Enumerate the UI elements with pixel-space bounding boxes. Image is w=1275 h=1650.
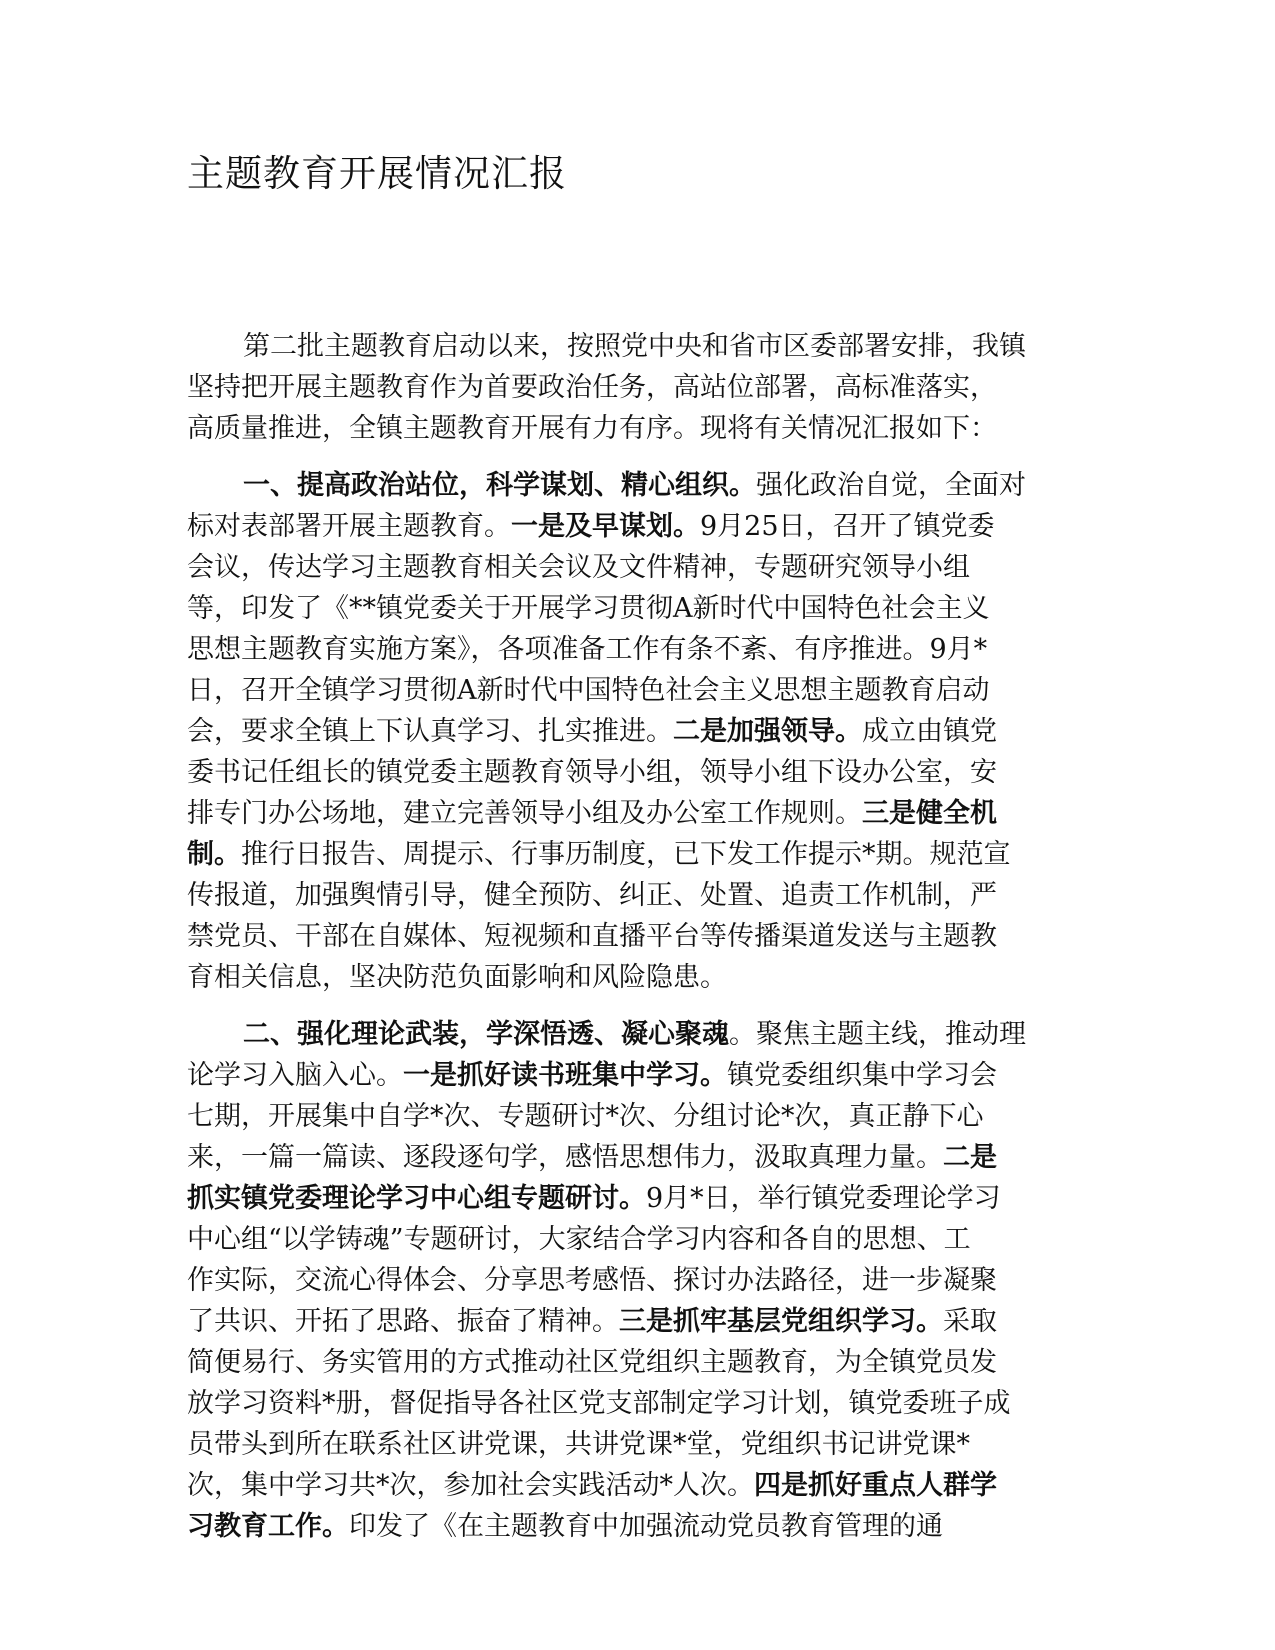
text-line xyxy=(187,1506,1077,1547)
text-run: 次，集中学习共*次，参加社会实践活动*人次。 xyxy=(187,1470,754,1501)
paragraph-gap xyxy=(187,449,1077,465)
text-line xyxy=(187,326,1077,367)
text-line xyxy=(187,408,1077,449)
text-line xyxy=(187,1424,1077,1465)
text-line xyxy=(187,367,1077,408)
text-run: 9月25日，召开了镇党委 xyxy=(700,511,995,542)
text-line xyxy=(187,793,1077,834)
text-run: 推行日报告、周提示、行事历制度，已下发工作提示*期。规范宣 xyxy=(241,839,1011,870)
paragraph-2 xyxy=(187,465,1077,998)
text-run: 成立由镇党 xyxy=(862,716,997,747)
text-line xyxy=(187,547,1077,588)
text-line xyxy=(187,1096,1077,1137)
text-run: 坚持把开展主题教育作为首要政治任务，高站位部署，高标准落实， xyxy=(187,372,997,403)
text-line xyxy=(187,629,1077,670)
text-run: 9月*日，举行镇党委理论学习 xyxy=(646,1183,1001,1214)
text-line xyxy=(187,1383,1077,1424)
text-line xyxy=(187,1055,1077,1096)
text-line xyxy=(187,957,1077,998)
text-line xyxy=(187,465,1077,506)
text-run: 。聚焦主题主线，推动理 xyxy=(729,1019,1026,1050)
text-run: 来，一篇一篇读、逐段逐句学，感悟思想伟力，汲取真理力量。 xyxy=(187,1142,943,1173)
bold-heading-run: 抓实镇党委理论学习中心组专题研讨。 xyxy=(187,1183,646,1214)
text-line xyxy=(187,588,1077,629)
text-line xyxy=(187,711,1077,752)
bold-heading-run: 一是及早谋划。 xyxy=(511,511,700,542)
text-run: 会，要求全镇上下认真学习、扎实推进。 xyxy=(187,716,673,747)
text-run: 高质量推进，全镇主题教育开展有力有序。现将有关情况汇报如下： xyxy=(187,413,997,444)
text-line xyxy=(187,1014,1077,1055)
text-run: 员带头到所在联系社区讲党课，共讲党课*堂，党组织书记讲党课* xyxy=(187,1429,970,1460)
text-run: 禁党员、干部在自媒体、短视频和直播平台等传播渠道发送与主题教 xyxy=(187,921,997,952)
text-run: 了共识、开拓了思路、振奋了精神。 xyxy=(187,1306,619,1337)
text-run: 放学习资料*册，督促指导各社区党支部制定学习计划，镇党委班子成 xyxy=(187,1388,1011,1419)
paragraph-gap xyxy=(187,998,1077,1014)
text-run: 第二批主题教育启动以来，按照党中央和省市区委部署安排，我镇 xyxy=(243,331,1026,362)
text-run: 中心组“以学铸魂”专题研讨，大家结合学习内容和各自的思想、工 xyxy=(187,1224,971,1255)
bold-heading-run: 四是抓好重点人群学 xyxy=(754,1470,997,1501)
bold-heading-run: 二是 xyxy=(943,1142,997,1173)
bold-heading-run: 一、提高政治站位，科学谋划、精心组织。 xyxy=(243,470,756,501)
bold-heading-run: 习教育工作。 xyxy=(187,1511,349,1542)
text-run: 等，印发了《**镇党委关于开展学习贯彻A新时代中国特色社会主义 xyxy=(187,593,990,624)
document-title: 主题教育开展情况汇报 xyxy=(187,152,567,195)
text-line xyxy=(187,1260,1077,1301)
bold-heading-run: 三是健全机 xyxy=(862,798,997,829)
text-run: 七期，开展集中自学*次、专题研讨*次、分组讨论*次，真正静下心 xyxy=(187,1101,984,1132)
text-run: 采取 xyxy=(943,1306,997,1337)
text-run: 会议，传达学习主题教育相关会议及文件精神，专题研究领导小组 xyxy=(187,552,970,583)
text-run: 日，召开全镇学习贯彻A新时代中国特色社会主义思想主题教育启动 xyxy=(187,675,990,706)
text-run: 标对表部署开展主题教育。 xyxy=(187,511,511,542)
text-run: 作实际，交流心得体会、分享思考感悟、探讨办法路径，进一步凝聚 xyxy=(187,1265,997,1296)
bold-heading-run: 三是抓牢基层党组织学习。 xyxy=(619,1306,943,1337)
text-run: 论学习入脑入心。 xyxy=(187,1060,403,1091)
text-run: 思想主题教育实施方案》，各项准备工作有条不紊、有序推进。9月* xyxy=(187,634,988,665)
text-line xyxy=(187,752,1077,793)
text-run: 育相关信息，坚决防范负面影响和风险隐患。 xyxy=(187,962,727,993)
text-line xyxy=(187,875,1077,916)
text-run: 强化政治自觉，全面对 xyxy=(756,470,1026,501)
bold-heading-run: 二、强化理论武装，学深悟透、凝心聚魂 xyxy=(243,1019,729,1050)
paragraph-1 xyxy=(187,326,1077,449)
text-run: 委书记任组长的镇党委主题教育领导小组，领导小组下设办公室，安 xyxy=(187,757,997,788)
text-line xyxy=(187,670,1077,711)
bold-heading-run: 一是抓好读书班集中学习。 xyxy=(403,1060,727,1091)
text-line xyxy=(187,1178,1077,1219)
paragraph-3 xyxy=(187,1014,1077,1547)
text-line xyxy=(187,834,1077,875)
text-line xyxy=(187,1301,1077,1342)
bold-heading-run: 制。 xyxy=(187,839,241,870)
text-line xyxy=(187,506,1077,547)
bold-heading-run: 二是加强领导。 xyxy=(673,716,862,747)
document-body xyxy=(187,326,1077,1547)
text-run: 简便易行、务实管用的方式推动社区党组织主题教育，为全镇党员发 xyxy=(187,1347,997,1378)
text-line xyxy=(187,1219,1077,1260)
text-run: 排专门办公场地，建立完善领导小组及办公室工作规则。 xyxy=(187,798,862,829)
text-line xyxy=(187,916,1077,957)
text-line xyxy=(187,1137,1077,1178)
text-run: 印发了《在主题教育中加强流动党员教育管理的通 xyxy=(349,1511,943,1542)
text-run: 传报道，加强舆情引导，健全预防、纠正、处置、追责工作机制，严 xyxy=(187,880,997,911)
text-line xyxy=(187,1465,1077,1506)
text-line xyxy=(187,1342,1077,1383)
text-run: 镇党委组织集中学习会 xyxy=(727,1060,997,1091)
